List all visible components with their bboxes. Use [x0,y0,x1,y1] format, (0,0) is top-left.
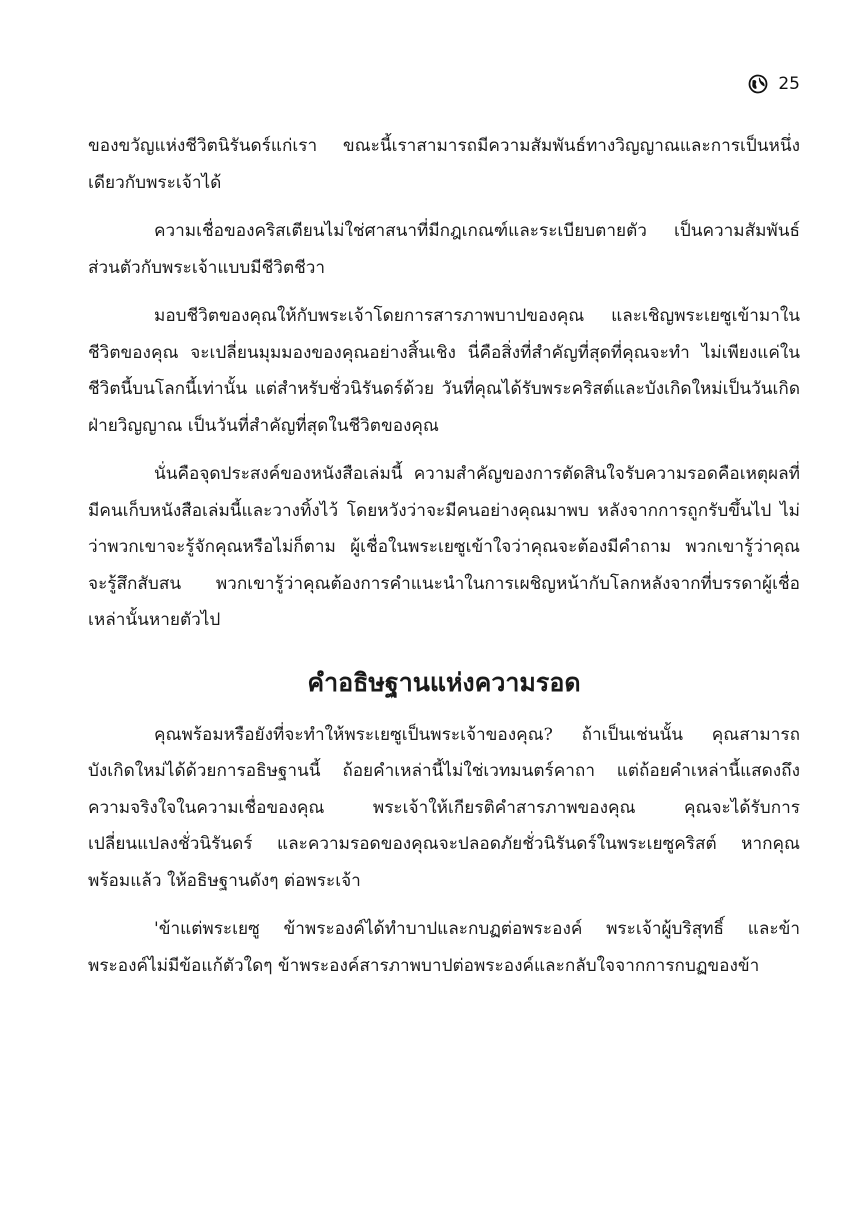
prayer-paragraph: 'ข้าแต่พระเยซู ข้าพระองค์ได้ทำบาปและกบฏต่อพระองค์ พระเจ้าผู้บริสุทธิ์ และข้าพระองค์ไม่มีข้อแก้ตัวใดๆ ข้าพระองค์สารภาพบาปต่อพระองค์และกลับใจจากการกบฏของข้า [88,919,800,976]
paragraph: คุณพร้อมหรือยังที่จะทำให้พระเยซูเป็นพระเจ้าของคุณ? ถ้าเป็นเช่นนั้น คุณสามารถบังเกิดใหม่ได้ด้วยการอธิษฐานนี้ ถ้อยคำเหล่านี้ไม่ใช่เวทมนตร์คาถา แต่ถ้อยคำเหล่านี้แสดงถึงความจริงใจในความเชื่อของคุณ พระเจ้าให้เกียรติคำสารภาพของคุณ คุณจะได้รับการเปลี่ยนแปลงชั่วนิรันดร์ และความรอดของคุณจะปลอดภัยชั่วนิรันดร์ในพระเยซูคริสต์ หากคุณพร้อมแล้ว ให้อธิษฐานดังๆ ต่อพระเจ้า [88,724,800,891]
paragraph: ของขวัญแห่งชีวิตนิรันดร์แก่เรา ขณะนี้เราสามารถมีความสัมพันธ์ทางวิญญาณและการเป็นหนึ่งเดียวกับพระเจ้าได้ [88,136,800,193]
section-heading: คำอธิษฐานแห่งความรอด [307,667,581,697]
page-body [88,128,800,984]
page-header [748,74,800,94]
paragraph: มอบชีวิตของคุณให้กับพระเจ้าโดยการสารภาพบาปของคุณ และเชิญพระเยซูเข้ามาในชีวิตของคุณ จะเปลี่ยนมุมมองของคุณอย่างสิ้นเชิง นี่คือสิ่งที่สำคัญที่สุดที่คุณจะทำ ไม่เพียงแค่ในชีวิตนี้บนโลกนี้เท่านั้น แต่สำหรับชั่วนิรันดร์ด้วย วันที่คุณได้รับพระคริสต์และบังเกิดใหม่เป็นวันเกิดฝ่ายวิญญาณ เป็นวันที่สำคัญที่สุดในชีวิตของคุณ [88,306,800,436]
paragraph: ความเชื่อของคริสเตียนไม่ใช่ศาสนาที่มีกฎเกณฑ์และระเบียบตายตัว เป็นความสัมพันธ์ส่วนตัวกับพระเจ้าแบบมีชีวิตชีวา [88,221,800,278]
paragraph: นั่นคือจุดประสงค์ของหนังสือเล่มนี้ ความสำคัญของการตัดสินใจรับความรอดคือเหตุผลที่มีคนเก็บหนังสือเล่มนี้และวางทิ้งไว้ โดยหวังว่าจะมีคนอย่างคุณมาพบ หลังจากการถูกรับขึ้นไป ไม่ว่าพวกเขาจะรู้จักคุณหรือไม่ก็ตาม ผู้เชื่อในพระเยซูเข้าใจว่าคุณจะต้องมีคำถาม พวกเขารู้ว่าคุณจะรู้สึกสับสน พวกเขารู้ว่าคุณต้องการคำแนะนำในการเผชิญหน้ากับโลกหลังจากที่บรรดาผู้เชื่อเหล่านั้นหายตัวไป [88,464,800,630]
page-number: 25 [778,74,800,94]
globe-icon [748,74,768,94]
